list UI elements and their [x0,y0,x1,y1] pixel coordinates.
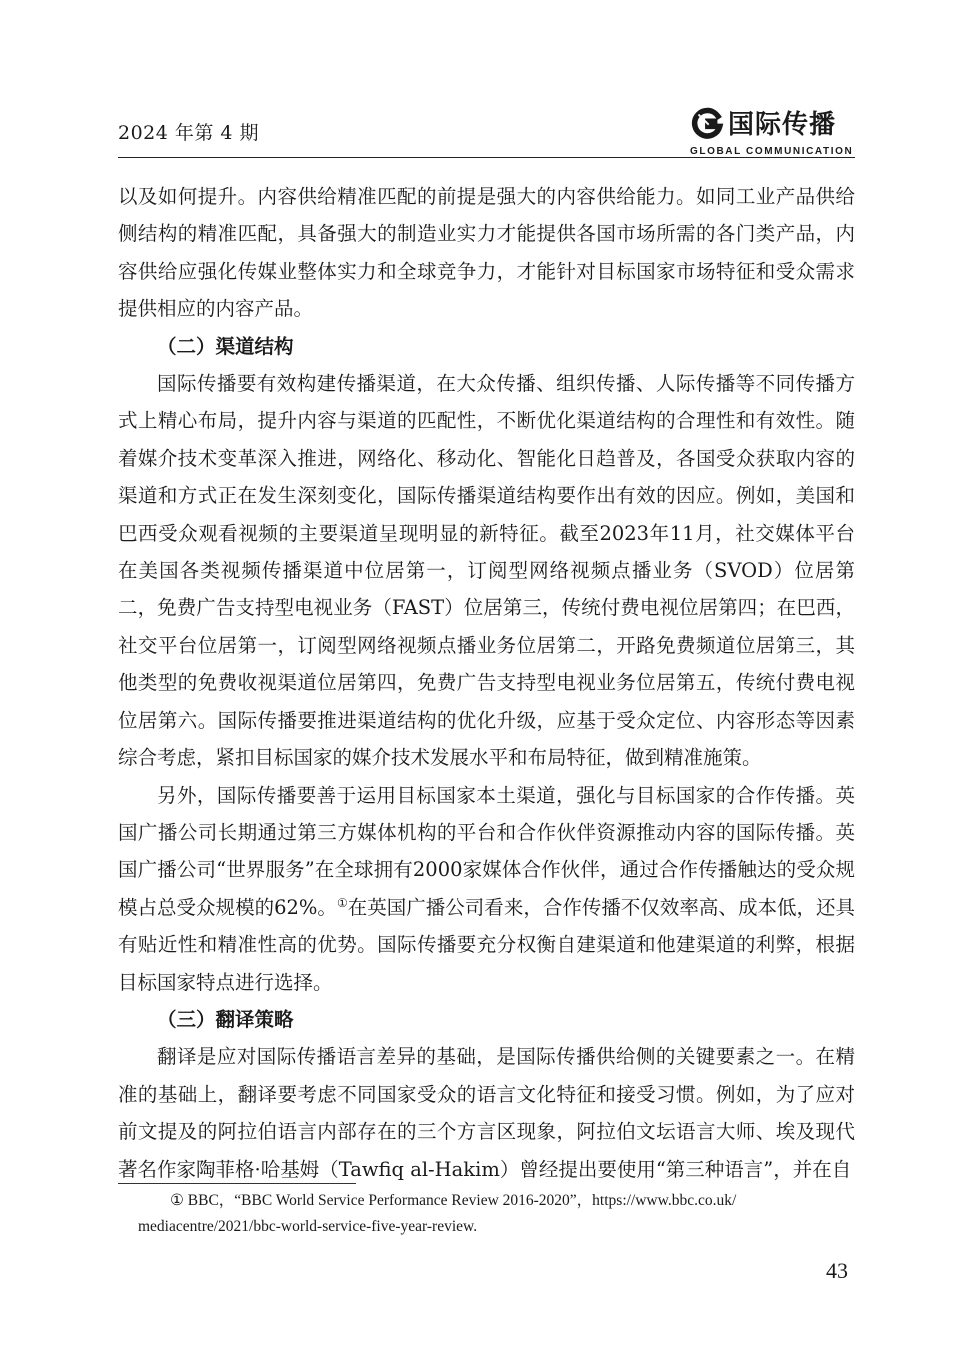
footnote-line-2: mediacentre/2021/bbc-world-service-five-year-review. [138,1218,478,1235]
journal-name-en: GLOBAL COMMUNICATION [690,146,854,157]
section-heading-translation: （三）翻译策略 [157,1007,294,1031]
footnote [118,1188,855,1240]
section-heading-channels: （二）渠道结构 [157,334,294,358]
header-divider [118,157,855,158]
journal-name: 国际传播 [728,110,837,140]
paragraph-2: 国际传播要有效构建传播渠道，在大众传播、组织传播、人际传播等不同传播方式上精心布局，提升内容与渠道的匹配性，不断优化渠道结构的合理性和有效性。随着媒介技术变革深入推进，网络化、移动化、智能化日趋普及，各国受众获取内容的渠道和方式正在发生深刻变化，国际传播渠道结构要作出有效的因应。例如，美国和巴西受众观看视频的主要渠道呈现明显的新特征。截至2023年11月，社交媒体平台在美国各类视频传播渠道中位居第一，订阅型网络视频点播业务（SVOD）位居第二，免费广告支持型电视业务（FAST）位居第三，传统付费电视位居第四；在巴西，社交平台位居第一，订阅型网络视频点播业务位居第二，开路免费频道位居第三，其他类型的免费收视渠道位居第四，免费广告支持型电视业务位居第五，传统付费电视位居第六。国际传播要推进渠道结构的优化升级，应基于受众定位、内容形态等因素综合考虑，紧扣目标国家的媒介技术发展水平和布局特征，做到精准施策。 [118,372,855,770]
article-body [118,178,855,1188]
paragraph-3 [118,777,855,1001]
issue-label: 2024 年第 4 期 [118,122,260,144]
footnote-reference[interactable]: ① [336,895,348,910]
footnote-line-1: ① BBC，“BBC World Service Performance Review 2016-2020”，https://www.bbc.co.uk/ [170,1192,737,1209]
paragraph-1: 以及如何提升。内容供给精准匹配的前提是强大的内容供给能力。如同工业产品供给侧结构的精准匹配，具备强大的制造业实力才能提供各国市场所需的各门类产品，内容供给应强化传媒业整体实力和全球竞争力，才能针对目标国家市场特征和受众需求提供相应的内容产品。 [118,185,855,321]
footnote-divider [118,1183,356,1184]
paragraph-3-text-b: 在英国广播公司看来，合作传播不仅效率高、成本低，还具有贴近性和精准性高的优势。国际传播要充分权衡自建渠道和他建渠道的利弊，根据目标国家特点进行选择。 [118,895,855,994]
journal-brand [690,104,855,157]
paragraph-3-text-a: 另外，国际传播要善于运用目标国家本土渠道，强化与目标国家的合作传播。英国广播公司长期通过第三方媒体机构的平台和合作伙伴资源推动内容的国际传播。英国广播公司“世界服务”在全球拥有2000家媒体合作伙伴，通过合作传播触达的受众规模占总受众规模的62%。 [118,783,855,919]
paragraph-4: 翻译是应对国际传播语言差异的基础，是国际传播供给侧的关键要素之一。在精准的基础上，翻译要考虑不同国家受众的语言文化特征和接受习惯。例如，为了应对前文提及的阿拉伯语言内部存在的三个方言区现象，阿拉伯文坛语言大师、埃及现代著名作家陶菲格·哈基姆（Tawfiq al-Hakim）曾经提出要使用“第三种语言”，并在自 [118,1045,855,1181]
page-number: 43 [826,1258,848,1283]
journal-g-logo-icon [690,106,724,140]
